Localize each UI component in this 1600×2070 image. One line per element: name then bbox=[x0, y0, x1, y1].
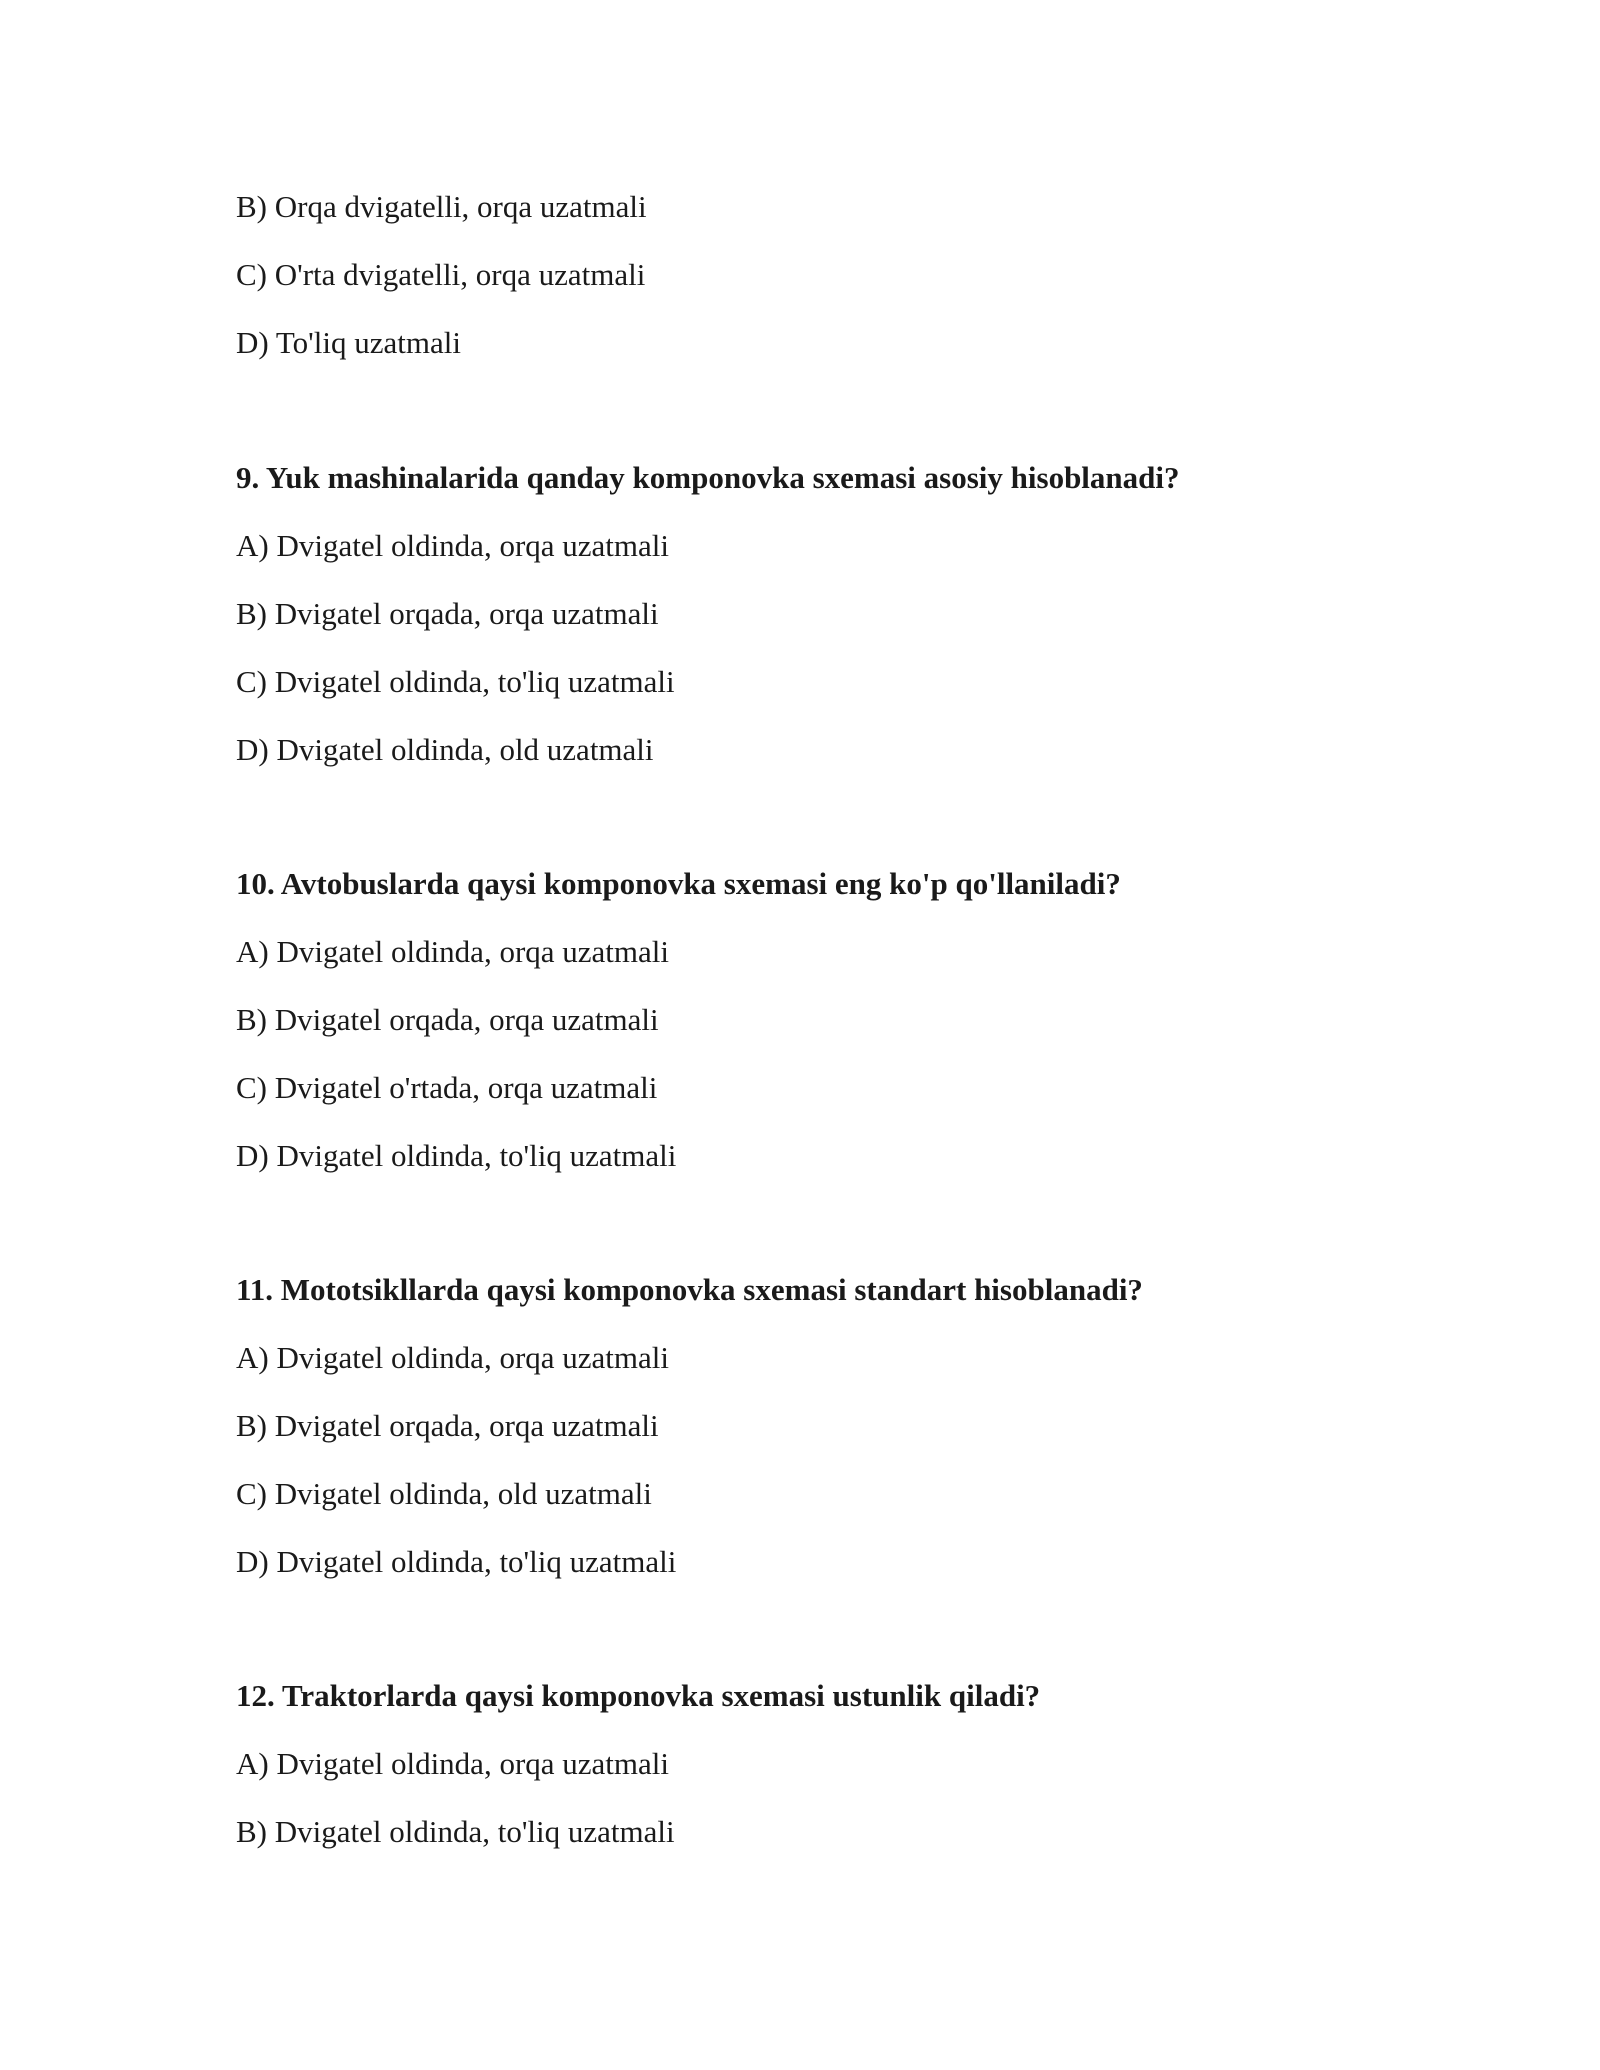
question-12: 12. Traktorlarda qaysi komponovka sxemasi ustunlik qiladi? bbox=[236, 1678, 1041, 1713]
option-a: A) Dvigatel oldinda, orqa uzatmali bbox=[236, 934, 670, 969]
option-c: C) Dvigatel oldinda, old uzatmali bbox=[236, 1476, 652, 1511]
option-a: A) Dvigatel oldinda, orqa uzatmali bbox=[236, 1340, 670, 1375]
option-c: C) Dvigatel oldinda, to'liq uzatmali bbox=[236, 664, 675, 699]
option-a: A) Dvigatel oldinda, orqa uzatmali bbox=[236, 528, 670, 563]
option-a: A) Dvigatel oldinda, orqa uzatmali bbox=[236, 1746, 670, 1781]
option-b: B) Dvigatel oldinda, to'liq uzatmali bbox=[236, 1814, 675, 1849]
option-b: B) Dvigatel orqada, orqa uzatmali bbox=[236, 1002, 659, 1037]
option-b: B) Dvigatel orqada, orqa uzatmali bbox=[236, 1408, 659, 1443]
option-d: D) Dvigatel oldinda, to'liq uzatmali bbox=[236, 1138, 677, 1173]
question-11: 11. Mototsikllarda qaysi komponovka sxemasi standart hisoblanadi? bbox=[236, 1272, 1143, 1307]
option-c: C) Dvigatel o'rtada, orqa uzatmali bbox=[236, 1070, 658, 1105]
option-d: D) Dvigatel oldinda, to'liq uzatmali bbox=[236, 1544, 677, 1579]
option-d: D) Dvigatel oldinda, old uzatmali bbox=[236, 732, 654, 767]
option-c: C) O'rta dvigatelli, orqa uzatmali bbox=[236, 257, 646, 292]
question-9: 9. Yuk mashinalarida qanday komponovka sxemasi asosiy hisoblanadi? bbox=[236, 460, 1180, 495]
option-b: B) Dvigatel orqada, orqa uzatmali bbox=[236, 596, 659, 631]
option-d: D) To'liq uzatmali bbox=[236, 325, 461, 360]
question-10: 10. Avtobuslarda qaysi komponovka sxemasi eng ko'p qo'llaniladi? bbox=[236, 866, 1121, 901]
option-b: B) Orqa dvigatelli, orqa uzatmali bbox=[236, 189, 647, 224]
